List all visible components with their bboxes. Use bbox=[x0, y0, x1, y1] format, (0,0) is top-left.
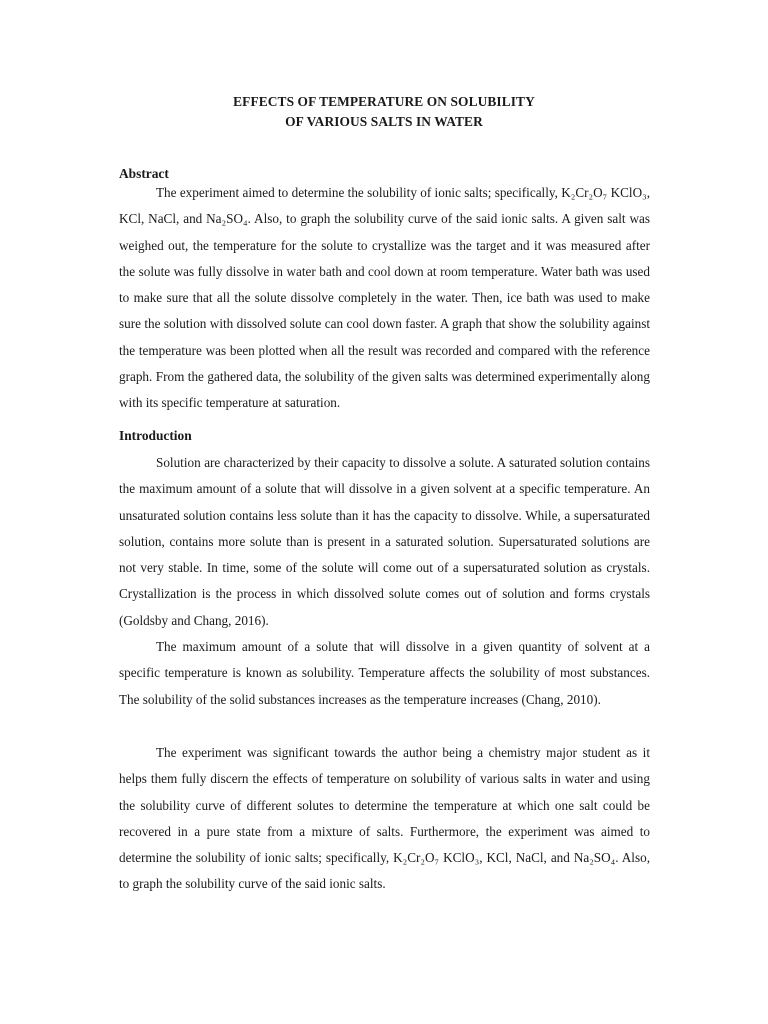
introduction-paragraph-2: The maximum amount of a solute that will dissolve in a given quantity of solvent at a specific temperature is known as solubility. Temperature affects the solubility of most substances. The solubility of the solid substances increases as the temperature increases (Chang, 2010). bbox=[119, 639, 650, 707]
introduction-heading: Introduction bbox=[119, 428, 192, 443]
title-line-1: EFFECTS OF TEMPERATURE ON SOLUBILITY bbox=[233, 94, 535, 109]
introduction-paragraph-3: The experiment was significant towards the author being a chemistry major student as it helps them fully discern the effects of temperature on solubility of various salts in water and using the solubility curve of different solutes to determine the temperature at which one salt could be recovered in a pure state from a mixture of salts. Furthermore, the experiment was aimed to determine the solubility of ionic salts; specifically, K₂Cr₂O₇ KClO₃, KCl, NaCl, and Na₂SO₄. Also, to graph the solubility curve of the said ionic salts. bbox=[119, 745, 650, 892]
abstract-heading: Abstract bbox=[119, 166, 169, 181]
title-line-2: OF VARIOUS SALTS IN WATER bbox=[285, 114, 483, 129]
abstract-paragraph: The experiment aimed to determine the solubility of ionic salts; specifically, K₂Cr₂O₇ KClO₃, KCl, NaCl, and Na₂SO₄. Also, to graph the solubility curve of the said ionic salts. A given salt was weighed out, the temperature for the solute to crystallize was the target and it was measured after the solute was fully dissolve in water bath and cool down at room temperature. Water bath was used to make sure that all the solute dissolve completely in the water. Then, ice bath was used to make sure the solution with dissolved solute can cool down faster. A graph that show the solubility against the temperature was been plotted when all the result was recorded and compared with the reference graph. From the gathered data, the solubility of the given salts was determined experimentally along with its specific temperature at saturation. bbox=[119, 185, 650, 411]
introduction-paragraph-1: Solution are characterized by their capacity to dissolve a solute. A saturated solution contains the maximum amount of a solute that will dissolve in a given solvent at a specific temperature. An unsaturated solution contains less solute than it has the capacity to dissolve. While, a supersaturated solution, contains more solute than is present in a saturated solution. Supersaturated solutions are not very stable. In time, some of the solute will come out of a supersaturated solution as crystals. Crystallization is the process in which dissolved solute comes out of solution and forms crystals (Goldsby and Chang, 2016). bbox=[119, 455, 650, 628]
